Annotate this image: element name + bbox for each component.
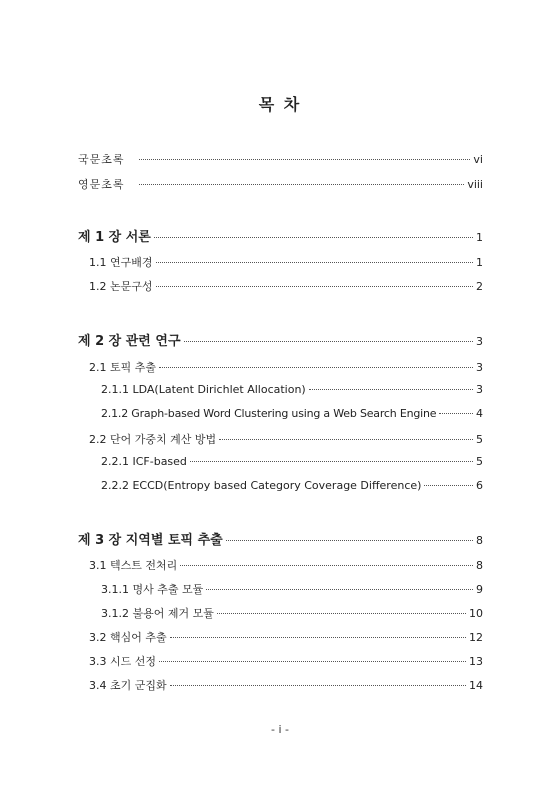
page-number-footer: - i - [271, 723, 289, 736]
toc-section-3-3[interactable] [89, 653, 483, 669]
toc-leader-dots [139, 184, 465, 185]
toc-entry-label: 영문초록 [78, 178, 125, 191]
toc-subsection-2-2-2[interactable] [101, 479, 483, 492]
toc-section-3-4[interactable] [89, 677, 483, 693]
toc-entry-label: 2.2.2 ECCD(Entropy based Category Coverage Difference) [101, 479, 422, 492]
toc-leader-dots [190, 461, 473, 462]
toc-leader-dots [159, 661, 466, 662]
toc-page-number: 12 [469, 631, 483, 644]
toc-leader-dots [170, 637, 466, 638]
toc-page-number: 1 [476, 231, 483, 244]
toc-section-3-1[interactable] [89, 557, 483, 573]
toc-entry-korean-abstract[interactable] [78, 151, 483, 167]
toc-page-number: 3 [476, 383, 483, 396]
toc-page-number: 6 [476, 479, 483, 492]
toc-subsection-2-1-1[interactable] [101, 383, 483, 396]
toc-chapter-label: 제 1 장 서론 [78, 230, 151, 245]
toc-leader-dots [154, 237, 473, 238]
toc-entry-label: 2.2 단어 가중치 계산 방법 [89, 433, 217, 446]
toc-entry-label: 3.1.1 명사 추출 모듈 [101, 583, 204, 596]
toc-subsection-3-1-2[interactable] [101, 605, 483, 621]
toc-entry-label: 3.3 시드 선정 [89, 655, 156, 668]
toc-page-number: 1 [476, 256, 483, 269]
toc-page-number: 14 [469, 679, 483, 692]
toc-entry-label: 1.2 논문구성 [89, 280, 153, 293]
toc-entry-label: 1.1 연구배경 [89, 256, 153, 269]
toc-entry-label: 3.1.2 불용어 제거 모듈 [101, 607, 214, 620]
toc-entry-label: 국문초록 [78, 153, 125, 166]
toc-leader-dots [170, 685, 466, 686]
toc-page-number: vi [473, 153, 483, 166]
toc-section-1-2[interactable] [89, 278, 483, 294]
toc-section-3-2[interactable] [89, 629, 483, 645]
toc-page-number: 5 [476, 455, 483, 468]
toc-leader-dots [180, 565, 473, 566]
toc-section-1-1[interactable] [89, 254, 483, 270]
toc-subsection-2-2-1[interactable] [101, 455, 483, 468]
toc-page-number: 4 [476, 407, 483, 420]
toc-leader-dots [424, 485, 473, 486]
toc-leader-dots [206, 589, 473, 590]
toc-page-number: 8 [476, 534, 483, 547]
toc-page-number: 9 [476, 583, 483, 596]
toc-leader-dots [226, 540, 473, 541]
toc-section-2-1[interactable] [89, 359, 483, 375]
toc-page-number: 8 [476, 559, 483, 572]
page-title: 목 차 [258, 95, 302, 114]
toc-chapter-label: 제 2 장 관련 연구 [78, 334, 181, 349]
toc-subsection-2-1-2[interactable] [101, 407, 483, 420]
toc-leader-dots [184, 341, 474, 342]
toc-leader-dots [159, 367, 473, 368]
toc-entry-label: 2.2.1 ICF-based [101, 455, 187, 468]
toc-page-number: 3 [476, 361, 483, 374]
toc-subsection-3-1-1[interactable] [101, 581, 483, 597]
toc-entry-english-abstract[interactable] [78, 176, 483, 192]
toc-chapter-label: 제 3 장 지역별 토픽 추출 [78, 533, 223, 548]
toc-entry-label: 3.4 초기 군집화 [89, 679, 167, 692]
toc-leader-dots [139, 159, 471, 160]
toc-section-2-2[interactable] [89, 431, 483, 447]
toc-leader-dots [439, 413, 473, 414]
toc-leader-dots [309, 389, 473, 390]
toc-leader-dots [217, 613, 466, 614]
toc-page-number: 10 [469, 607, 483, 620]
toc-page-number: 2 [476, 280, 483, 293]
toc-entry-label: 2.1 토픽 추출 [89, 361, 156, 374]
toc-page-number: 3 [476, 335, 483, 348]
toc-entry-label: 2.1.1 LDA(Latent Dirichlet Allocation) [101, 383, 306, 396]
toc-entry-label: 3.1 텍스트 전처리 [89, 559, 178, 572]
toc-chapter-2[interactable] [78, 330, 483, 349]
toc-leader-dots [219, 439, 473, 440]
toc-chapter-1[interactable] [78, 226, 483, 245]
toc-chapter-3[interactable] [78, 529, 483, 548]
toc-entry-label: 2.1.2 Graph-based Word Clustering using a Web Search Engine [101, 407, 437, 420]
toc-page-number: 5 [476, 433, 483, 446]
toc-page-number: viii [467, 178, 483, 191]
toc-entry-label: 3.2 핵심어 추출 [89, 631, 167, 644]
toc-page-number: 13 [469, 655, 483, 668]
toc-leader-dots [156, 286, 474, 287]
toc-leader-dots [156, 262, 474, 263]
